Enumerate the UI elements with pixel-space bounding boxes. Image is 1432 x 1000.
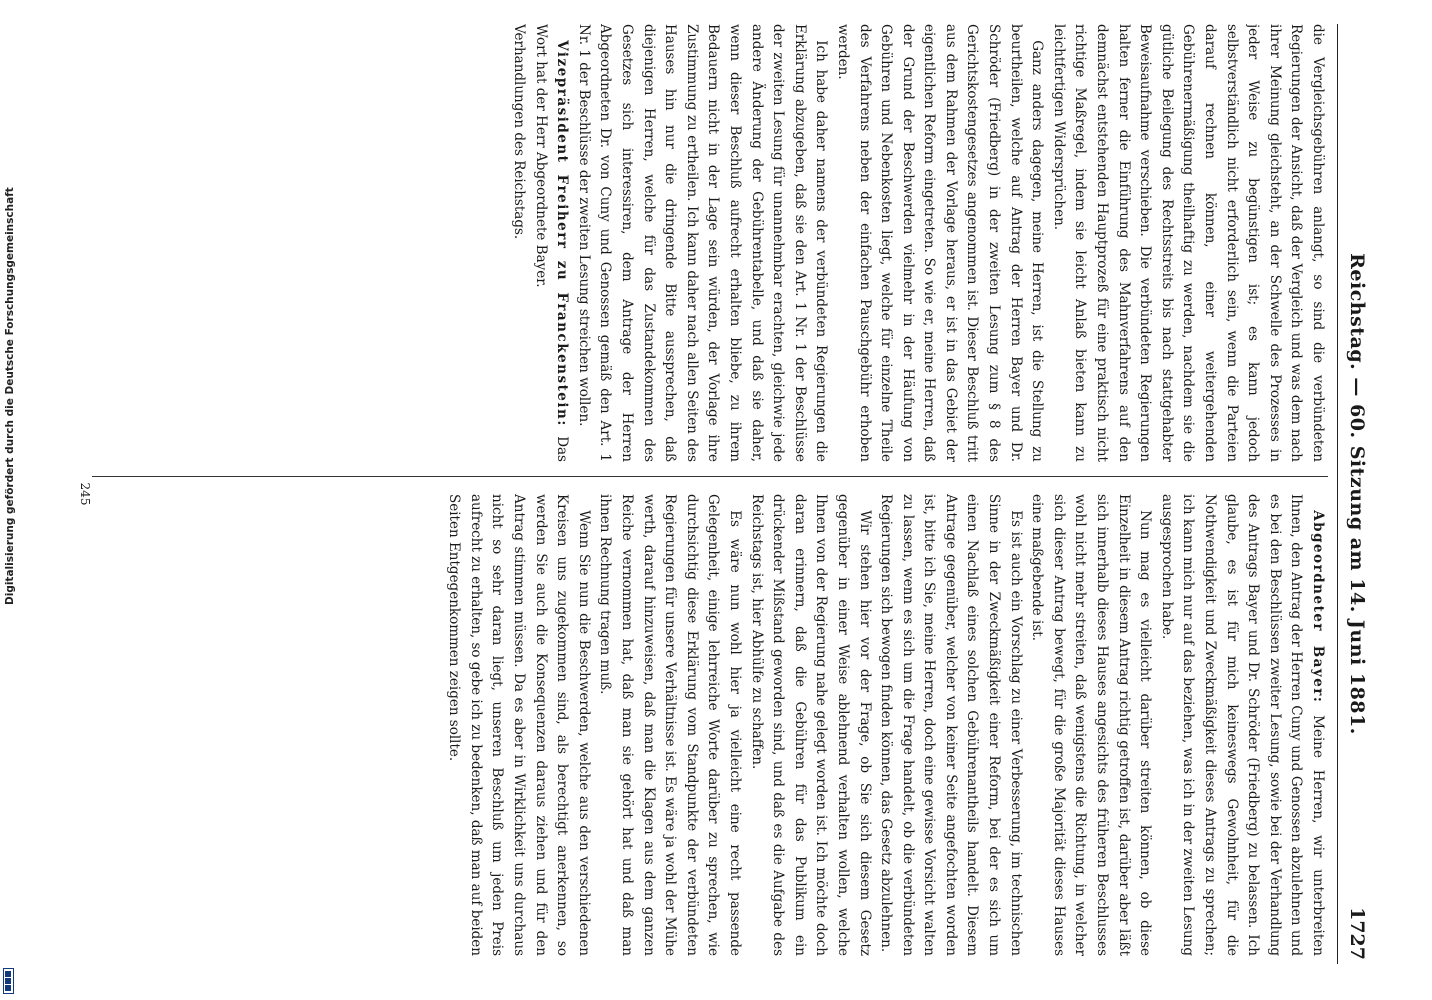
right-paragraph-5: Es wäre nun wohl hier ja vielleicht eine recht passende Gelegenheit, einige lehrreiche Worte darüber zu sprechen, wie durchsichtig diese Erklärung vom Standpunkte der verbündeten Regierungen für unsere Verhältnisse ist. Es wäre ja wohl der Mühe werth, darauf hinzuweisen, daß man die Klagen aus dem ganzen Reiche vernommen hat, daß man sie gehört hat und daß man ihnen Rechnung tragen muß. bbox=[597, 494, 743, 956]
column-divider bbox=[92, 476, 1328, 477]
closing-speaker: Vizepräsident Freiherr zu Franckenstein: bbox=[554, 40, 571, 427]
rotated-page bbox=[78, 24, 1372, 964]
dfg-logo-icon bbox=[3, 968, 14, 994]
right-paragraph-1-text: Meine Herren, wir unterbreiten Ihnen, den Antrag der Herren Cuny und Genossen abzulehnen und es bei den Beschlüssen zweiter Lesung, sowie bei der Verhandlung des Antrags Bayer und Dr. Schröder (Friedberg) zu belassen. Ich glaube, es ist für mich keineswegs Gewohnheit, für die Nothwendigkeit und Zweckmäßigkeit dieses Antrags zu sprechen; ich kann mich nur auf das beziehen, was ich in der zweiten Lesung ausgesprochen habe. bbox=[1158, 494, 1326, 956]
digitization-attribution: Digitalisierung gefördert durch die Deutsche Forschungsgemeinschaft bbox=[4, 187, 16, 605]
header-title: Reichstag. — 60. Sitzung am 14. Juni 1881. bbox=[1346, 253, 1368, 735]
page-header bbox=[1337, 24, 1372, 964]
left-column bbox=[92, 24, 1328, 462]
right-paragraph-2: Nun mag es vielleicht darüber streiten können, ob diese Einzelheit in diesem Antrag richtig getroffen ist, darüber aber läßt sich innerhalb dieses Hauses angesichts des früheren Beschlusses wohl nicht mehr streiten, daß wenigstens die Richtung, in welcher sich dieser Antrag bewegt, für die große Majorität dieses Hauses eine maßgebende ist. bbox=[1029, 494, 1154, 956]
left-paragraph-1: die Vergleichsgebühren anlangt, so sind die verbündeten Regierungen der Ansicht, daß der Vergleich und was dem nach ihrer Meinung gleichsteht, an der Schwelle des Prozesses in jeder Weise zu begünstigen ist; es kann jedoch selbstverständlich nicht erforderlich sein, wenn die Parteien darauf rechnen können, einer weitergehenden Gebührenermäßigung theilhaftig zu werden, nachdem sie die gütliche Beilegung des Rechtsstreits bis nach stattgehabter Beweisaufnahme verschieben. Die verbündeten Regierungen halten ferner die Einführung des Mahnverfahrens auf den demnächst entstehenden Hauptprozeß für eine praktisch nicht richtige Maßregel, indem sie leicht Anlaß bieten kann zu leichtfertigen Widersprüchen. bbox=[1050, 24, 1326, 462]
closing-text: Das Wort hat der Herr Abgeordnete Bayer. bbox=[532, 24, 571, 462]
closing-paragraph bbox=[529, 24, 572, 462]
page-folio: 245 bbox=[78, 482, 92, 506]
right-speaker: Abgeordneter Bayer: bbox=[1310, 510, 1326, 704]
page-number: 1727 bbox=[1346, 907, 1368, 960]
left-paragraph-2: Ganz anders dagegen, meine Herren, ist die Stellung zu beurtheilen, welche auf Antrag der Herren Bayer und Dr. Schröder (Friedberg) in der zweiten Lesung zum § 8 des Gerichtskostengesetzes angenommen ist. Dieser Beschluß tritt aus dem Rahmen der Vorlage heraus, er ist in das Gebiet der eigentlichen Reform eingetreten. So wie er, meine Herren, daß der Grund der Beschwerden vielmehr in der Häufung von Gebühren und Nebenkosten liegt, welche für einzelne Theile des Verfahrens neben der einfachen Pauschgebühr erhoben werden. bbox=[834, 24, 1046, 462]
right-paragraph-3: Es ist auch ein Vorschlag zu einer Verbesserung, im technischen Sinne in der Zweckmäßigkeit einer Reform, bei der es sich um einen Nachlaß eines solchen Gebührenantheils handelt. Diesem Antrage gegenüber, welcher von keiner Seite angefochten worden ist, bitte ich Sie, meine Herren, doch eine gewisse Vorsicht walten zu lassen, wenn es sich um die Frage handelt, ob die verbündeten Regierungen sich bewogen finden können, das Gesetz abzulehnen. bbox=[878, 494, 1024, 956]
closing-trailer: Verhandlungen des Reichstags. bbox=[511, 24, 528, 240]
right-paragraph-4: Wir stehen hier vor der Frage, ob Sie sich diesem Gesetz gegenüber in einer Weise ablehnend verhalten wollen, welche Ihnen von der Regierung nahe gelegt worden ist. Ich möchte doch daran erinnern, daß die Gebühren für das Publikum ein drückender Mißstand geworden sind, und daß es die Aufgabe des Reichstags ist, hier Abhülfe zu schaffen. bbox=[748, 494, 873, 956]
right-column bbox=[92, 494, 1328, 956]
right-paragraph-1 bbox=[1155, 494, 1328, 956]
left-paragraph-3: Ich habe daher namens der verbündeten Regierungen die Erklärung abzugeben, daß sie den Art. 1 Nr. 1 der Beschlüsse der zweiten Lesung für unannehmbar erachten, gleichwie jede andere Änderung der Gebührentabelle, und daß sie daher, wenn dieser Beschluß aufrecht erhalten bliebe, zu ihrem Bedauern nicht in der Lage sein würden, der Vorlage ihre Zustimmung zu ertheilen. Ich kann daher nach allen Seiten des Hauses hin nur die dringende Bitte aussprechen, daß diejenigen Herren, welche für das Zustandekommen des Gesetzes sich interessiren, dem Antrage der Herren Abgeordneten Dr. von Cuny und Genossen gemäß den Art. 1 Nr. 1 der Beschlüsse der zweiten Lesung streichen wollen. bbox=[575, 24, 830, 462]
right-paragraph-6: Wenn Sie nun die Beschwerden, welche aus den verschiedenen Kreisen uns zugekommen sind, als berechtigt anerkennen, so werden Sie auch die Konsequenzen daraus ziehen und für den Antrag stimmen müssen. Da es aber in Wirklichkeit uns durchaus nicht so sehr daran liegt, unseren Beschluß um jeden Preis aufrecht zu erhalten, so gebe ich zu bedenken, daß man auf beiden Seiten Entgegenkommen zeigen sollte. bbox=[446, 494, 592, 956]
